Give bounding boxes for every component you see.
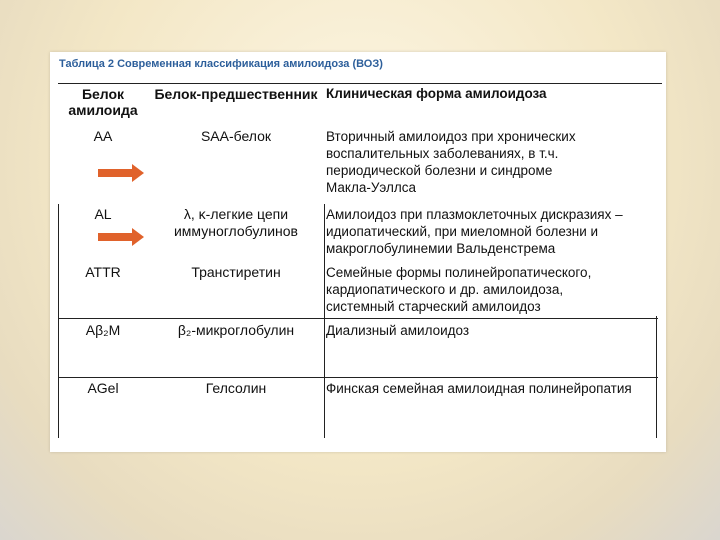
- row-attr-clinical: [326, 264, 662, 315]
- row-al-protein: AL: [94, 206, 112, 222]
- column-divider-2: [324, 204, 325, 438]
- header-protein-line1: Белок: [81, 86, 125, 102]
- row-aa-clinical-line: воспалительных заболеваниях, в т.ч.: [326, 146, 559, 161]
- row-agel-clinical: [326, 380, 662, 397]
- slide-card: [50, 52, 666, 452]
- row-al-clinical-line: Амилоидоз при плазмоклеточных дискразиях –: [326, 207, 623, 222]
- row-ab2m-precursor: [148, 322, 324, 339]
- row-divider-2: [58, 377, 658, 378]
- row-al-clinical-line: макроглобулинемии Вальденстрема: [326, 241, 556, 256]
- row-aa-clinical-line: Макла-Уэллса: [326, 180, 417, 195]
- row-al-precursor-line: λ, κ-легкие цепи: [183, 206, 289, 222]
- header-protein: [58, 86, 148, 118]
- row-al-precursor: [148, 206, 324, 240]
- header-precursor: Белок-предшественник: [154, 86, 318, 102]
- row-attr-clinical-line: кардиопатического и др. амилоидоза,: [326, 282, 564, 297]
- row-divider-1: [58, 318, 658, 319]
- row-attr-clinical-line: Семейные формы полинейропатического,: [326, 265, 592, 280]
- row-agel-precursor: [148, 380, 324, 397]
- row-attr-protein: ATTR: [85, 264, 121, 280]
- row-al-clinical: [326, 206, 662, 257]
- row-aa-clinical-line: Вторичный амилоидоз при хронических: [326, 129, 576, 144]
- header-protein-line2: амилоида: [68, 102, 138, 118]
- arrow-right-icon: [98, 164, 144, 182]
- arrow-right-icon: [98, 228, 144, 246]
- row-agel-clinical-line: Финская семейная амилоидная полинейропатия: [326, 381, 632, 396]
- row-ab2m-precursor-line: β₂-микроглобулин: [177, 322, 295, 338]
- row-aa-precursor: [148, 128, 324, 145]
- row-agel-precursor-line: Гелсолин: [205, 380, 267, 396]
- header-top-line: [58, 83, 662, 84]
- row-ab2m-clinical-line: Диализный амилоидоз: [326, 323, 470, 338]
- header-clinical-form: Клиническая форма амилоидоза: [326, 86, 547, 101]
- row-aa-clinical-line: периодической болезни и синдроме: [326, 163, 553, 178]
- row-attr-precursor: [148, 264, 324, 281]
- row-aa-clinical: [326, 128, 662, 196]
- row-ab2m-protein: Aβ₂M: [85, 322, 121, 338]
- row-al-precursor-line: иммуноглобулинов: [173, 223, 298, 239]
- row-ab2m-clinical: [326, 322, 662, 339]
- row-agel-protein: AGel: [87, 380, 119, 396]
- row-attr-precursor-line: Транстиретин: [191, 264, 281, 280]
- column-divider-1: [58, 204, 59, 438]
- row-aa-precursor-line: SAA-белок: [200, 128, 272, 144]
- row-al-clinical-line: идиопатический, при миеломной болезни и: [326, 224, 599, 239]
- table-caption: Таблица 2 Современная классификация амилоидоза (ВОЗ): [59, 58, 383, 70]
- row-aa-protein: АА: [93, 128, 113, 144]
- row-attr-clinical-line: системный старческий амилоидоз: [326, 299, 541, 314]
